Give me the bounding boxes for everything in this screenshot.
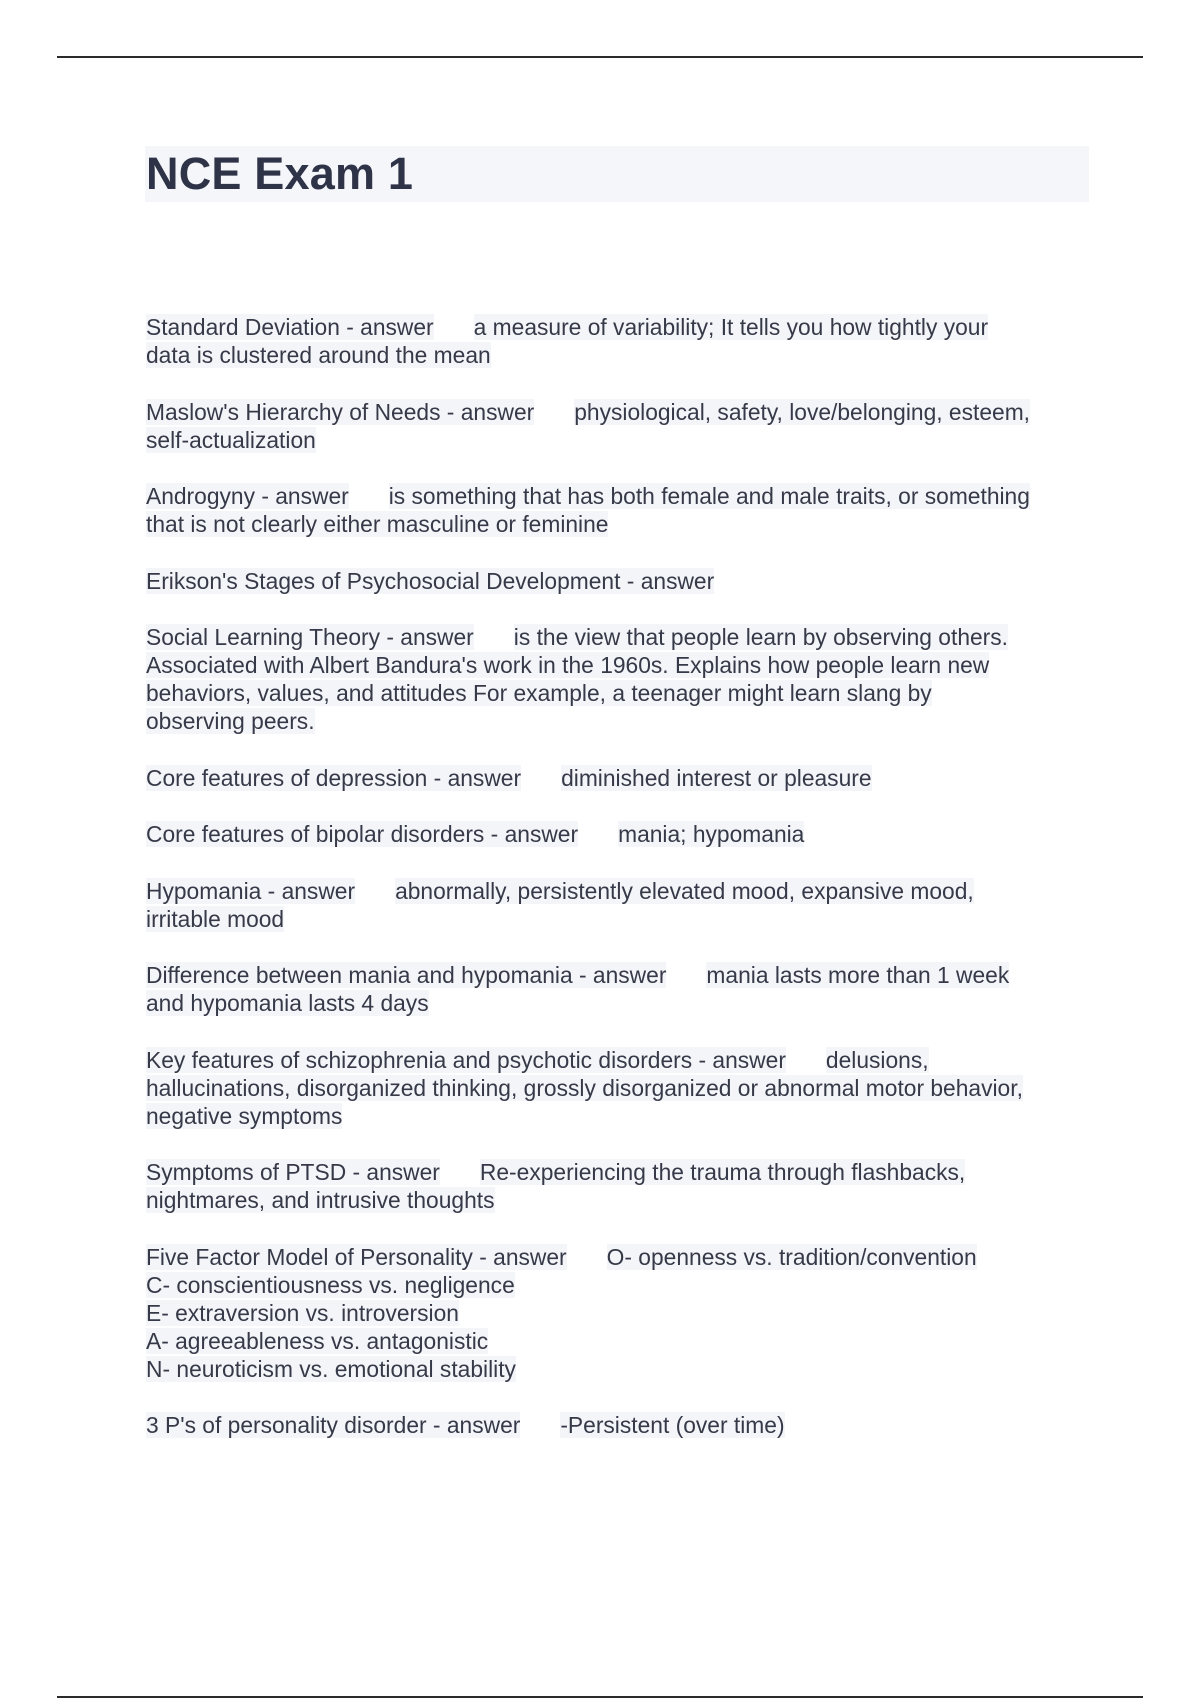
entry-definition-line: mania; hypomania bbox=[618, 821, 805, 847]
entry-first-line bbox=[146, 1243, 1092, 1271]
entry-definition-line: delusions, bbox=[825, 1046, 929, 1073]
page-title: NCE Exam 1 bbox=[146, 148, 414, 199]
flashcard-entry bbox=[146, 623, 1092, 735]
entry-first-line bbox=[146, 567, 1092, 595]
flashcard-entry bbox=[146, 567, 1092, 595]
entry-first-line bbox=[146, 961, 1092, 989]
entry-line bbox=[146, 426, 1092, 454]
flashcard-entry bbox=[146, 398, 1092, 454]
entry-line bbox=[146, 651, 1092, 679]
flashcard-entry bbox=[146, 1243, 1092, 1383]
entry-term: Social Learning Theory - answer bbox=[146, 624, 474, 650]
entry-definition-line: that is not clearly either masculine or feminine bbox=[146, 511, 609, 537]
entry-line bbox=[146, 905, 1092, 933]
entry-definition-line: a measure of variability; It tells you how tightly your bbox=[473, 314, 989, 340]
entry-first-line bbox=[146, 313, 1092, 341]
entry-term: Standard Deviation - answer bbox=[146, 314, 434, 340]
entry-definition-line: C- conscientiousness vs. negligence bbox=[146, 1271, 515, 1298]
flashcard-entry bbox=[146, 820, 1092, 848]
entry-definition-line: and hypomania lasts 4 days bbox=[146, 990, 429, 1016]
entry-line bbox=[146, 1074, 1092, 1102]
entry-term: Five Factor Model of Personality - answer bbox=[146, 1243, 567, 1270]
entry-definition-line: self-actualization bbox=[146, 426, 316, 453]
entry-line bbox=[146, 989, 1092, 1017]
entry-line bbox=[146, 679, 1092, 707]
entry-line bbox=[146, 707, 1092, 735]
entry-definition-line: N- neuroticism vs. emotional stability bbox=[146, 1355, 516, 1382]
entry-term: Difference between mania and hypomania - answer bbox=[146, 962, 667, 988]
footer-rule bbox=[57, 1696, 1143, 1698]
flashcard-entry bbox=[146, 1046, 1092, 1130]
entry-term: Key features of schizophrenia and psychotic disorders - answer bbox=[146, 1046, 786, 1073]
entry-first-line bbox=[146, 1411, 1092, 1439]
flashcard-entry bbox=[146, 877, 1092, 933]
entry-definition-line: abnormally, persistently elevated mood, expansive mood, bbox=[395, 877, 974, 904]
entry-line bbox=[146, 1102, 1092, 1130]
entry-definition-line: mania lasts more than 1 week bbox=[706, 962, 1010, 988]
entry-definition-line: Re-experiencing the trauma through flashbacks, bbox=[479, 1159, 966, 1185]
entry-definition-line: data is clustered around the mean bbox=[146, 342, 491, 368]
entry-first-line bbox=[146, 820, 1092, 848]
entry-term: Androgyny - answer bbox=[146, 483, 349, 509]
entry-definition-line: physiological, safety, love/belonging, esteem, bbox=[574, 398, 1031, 425]
entry-definition-line: irritable mood bbox=[146, 905, 285, 932]
entry-term: Maslow's Hierarchy of Needs - answer bbox=[146, 398, 535, 425]
entry-definition-line: observing peers. bbox=[146, 708, 315, 734]
flashcard-entry bbox=[146, 764, 1092, 792]
entry-line bbox=[146, 1299, 1092, 1327]
entry-first-line bbox=[146, 764, 1092, 792]
entry-definition-line: nightmares, and intrusive thoughts bbox=[146, 1187, 495, 1213]
entry-line bbox=[146, 1271, 1092, 1299]
entry-term: 3 P's of personality disorder - answer bbox=[146, 1412, 521, 1438]
flashcard-entry bbox=[146, 313, 1092, 369]
entry-definition-line: is something that has both female and male traits, or something bbox=[388, 483, 1030, 509]
entry-definition-line: E- extraversion vs. introversion bbox=[146, 1299, 459, 1326]
entry-first-line bbox=[146, 482, 1092, 510]
entry-term: Erikson's Stages of Psychosocial Development - answer bbox=[146, 567, 715, 594]
entry-first-line bbox=[146, 623, 1092, 651]
entry-definition-line: diminished interest or pleasure bbox=[561, 764, 872, 791]
header-rule bbox=[57, 56, 1143, 58]
entry-definition-line: -Persistent (over time) bbox=[560, 1412, 785, 1438]
entry-term: Hypomania - answer bbox=[146, 877, 356, 904]
entry-definition-line: is the view that people learn by observing others. bbox=[513, 624, 1008, 650]
entry-definition-line: hallucinations, disorganized thinking, grossly disorganized or abnormal motor behavior, bbox=[146, 1074, 1023, 1101]
flashcard-entry bbox=[146, 1158, 1092, 1214]
flashcard-entry bbox=[146, 961, 1092, 1017]
entry-first-line bbox=[146, 1046, 1092, 1074]
entry-definition-line: behaviors, values, and attitudes For example, a teenager might learn slang by bbox=[146, 680, 932, 706]
entry-first-line bbox=[146, 1158, 1092, 1186]
entry-definition-line: Associated with Albert Bandura's work in the 1960s. Explains how people learn new bbox=[146, 652, 990, 678]
entry-line bbox=[146, 510, 1092, 538]
entry-first-line bbox=[146, 877, 1092, 905]
entry-definition-line: A- agreeableness vs. antagonistic bbox=[146, 1327, 489, 1354]
entry-line bbox=[146, 341, 1092, 369]
entry-term: Core features of depression - answer bbox=[146, 764, 522, 791]
entry-definition-line: negative symptoms bbox=[146, 1102, 343, 1129]
entry-line bbox=[146, 1355, 1092, 1383]
entry-term: Symptoms of PTSD - answer bbox=[146, 1159, 440, 1185]
entry-line bbox=[146, 1327, 1092, 1355]
entry-term: Core features of bipolar disorders - answer bbox=[146, 821, 579, 847]
entry-first-line bbox=[146, 398, 1092, 426]
flashcard-entry bbox=[146, 1411, 1092, 1439]
entry-definition-line: O- openness vs. tradition/convention bbox=[606, 1243, 977, 1270]
entry-line bbox=[146, 1186, 1092, 1214]
flashcard-list bbox=[146, 313, 1092, 1468]
flashcard-entry bbox=[146, 482, 1092, 538]
